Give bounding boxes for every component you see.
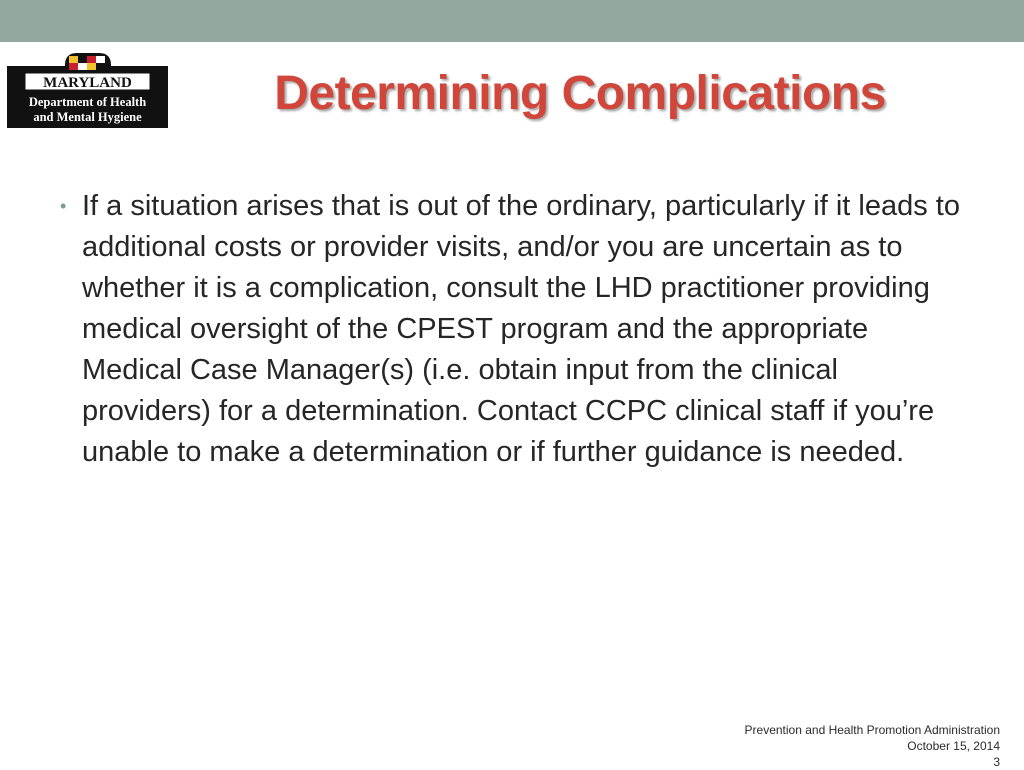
maryland-flag-crest-icon [65,53,111,73]
slide-footer [745,722,1000,770]
slide-number: 3 [993,755,1000,769]
footer-organization: Prevention and Health Promotion Administration [744,723,1000,737]
logo-line-1: MARYLAND [43,75,132,91]
maryland-dhmh-logo [7,53,168,128]
list-item [60,186,965,473]
logo-line-2: Department of Health [28,95,147,109]
bullet-text: If a situation arises that is out of the ordinary, particularly if it leads to additional costs or provider visits, and/or you are uncertain as to whether it is a complication, consult the LHD practitioner providing medical oversight of the CPEST program and the appropriate Medical Case Manager(s) (i.e. obtain input from the clinical providers) for a determination. Contact CCPC clinical staff if you’re unable to make a determination or if further guidance is needed. [82,190,960,468]
slide-title: Determining Complications [274,67,886,120]
top-accent-bar [0,0,1024,42]
bullet-icon: • [60,196,67,216]
slide-body [60,186,965,473]
footer-date: October 15, 2014 [907,739,1000,753]
logo-line-3: and Mental Hygiene [33,110,142,124]
